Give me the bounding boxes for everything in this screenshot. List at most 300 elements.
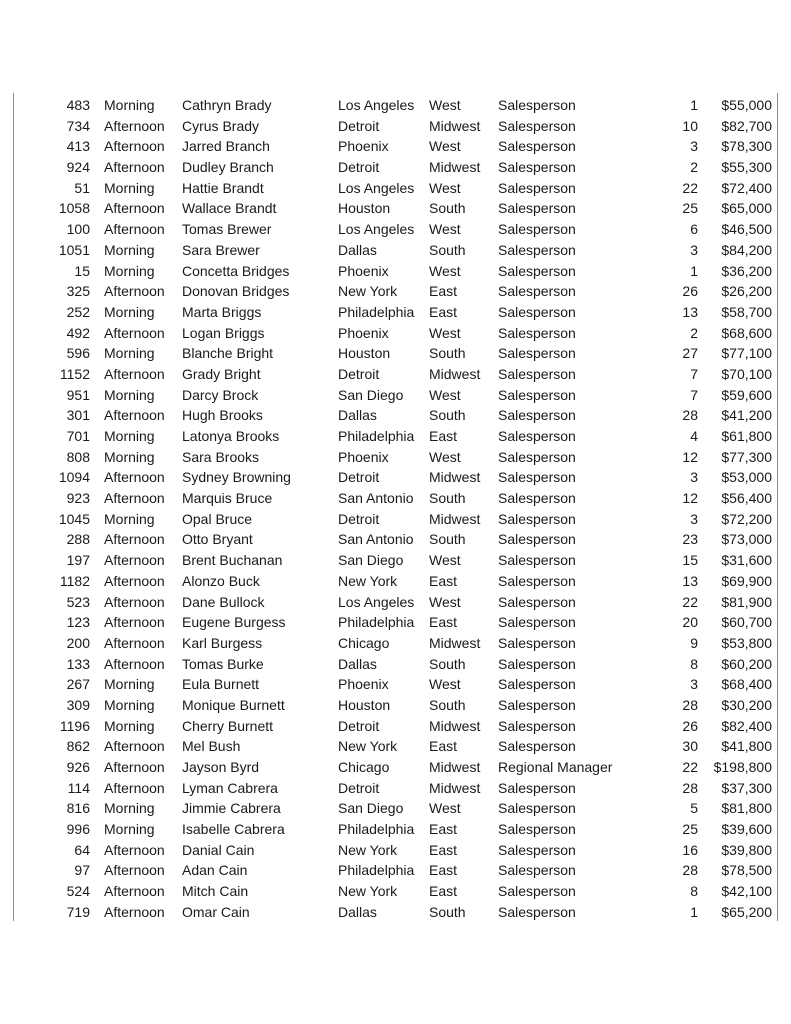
- employee-id-cell: 413: [66, 138, 90, 155]
- job-title-cell: Salesperson: [498, 779, 576, 796]
- employee-id-cell: 100: [66, 221, 90, 238]
- shift-cell: Morning: [104, 241, 155, 258]
- region-cell: West: [429, 262, 461, 279]
- region-cell: East: [429, 883, 458, 900]
- salary-cell: $59,600: [721, 386, 772, 403]
- shift-cell: Afternoon: [104, 655, 165, 672]
- job-title-cell: Salesperson: [498, 862, 576, 879]
- employee-id-cell: 926: [66, 759, 90, 775]
- salary-cell: $72,200: [721, 510, 772, 527]
- employee-name-cell: Concetta Bridges: [182, 262, 290, 279]
- city-cell: Phoenix: [338, 324, 389, 341]
- region-cell: East: [429, 572, 458, 589]
- city-cell: Houston: [338, 696, 391, 713]
- city-cell: Los Angeles: [338, 221, 415, 238]
- employee-name-cell: Dane Bullock: [182, 593, 265, 610]
- employee-id-cell: 309: [66, 696, 90, 713]
- region-cell: West: [429, 97, 461, 113]
- city-cell: San Diego: [338, 552, 404, 569]
- table-row: [13, 736, 777, 757]
- table-row: [13, 302, 777, 323]
- region-cell: South: [429, 531, 466, 548]
- city-cell: San Antonio: [338, 531, 414, 548]
- employee-name-cell: Wallace Brandt: [182, 200, 277, 217]
- shift-cell: Afternoon: [104, 903, 165, 920]
- employee-name-cell: Sydney Browning: [182, 469, 291, 486]
- salary-cell: $65,000: [721, 200, 772, 217]
- years-cell: 10: [682, 117, 698, 134]
- job-title-cell: Salesperson: [498, 428, 576, 444]
- years-cell: 28: [682, 779, 698, 796]
- employee-id-cell: 734: [66, 117, 90, 134]
- salary-cell: $56,400: [721, 490, 772, 507]
- region-cell: Midwest: [429, 759, 481, 775]
- shift-cell: Morning: [104, 696, 155, 713]
- table-row: [13, 281, 777, 302]
- employee-id-cell: 808: [66, 448, 90, 465]
- employee-id-cell: 1094: [58, 469, 90, 486]
- table-row: [13, 798, 777, 819]
- employee-id-cell: 483: [66, 97, 90, 113]
- region-cell: West: [429, 386, 461, 403]
- years-cell: 1: [690, 903, 698, 920]
- years-cell: 23: [682, 531, 698, 548]
- employee-name-cell: Danial Cain: [182, 841, 255, 858]
- employee-id-cell: 51: [74, 179, 90, 196]
- city-cell: New York: [338, 738, 398, 755]
- employee-id-cell: 123: [66, 614, 90, 631]
- employee-id-cell: 596: [66, 345, 90, 362]
- region-cell: East: [429, 283, 458, 300]
- salary-cell: $68,400: [721, 676, 772, 693]
- years-cell: 30: [682, 738, 698, 755]
- employee-id-cell: 267: [66, 676, 90, 693]
- job-title-cell: Salesperson: [498, 655, 576, 672]
- years-cell: 20: [682, 614, 698, 631]
- city-cell: New York: [338, 883, 398, 900]
- shift-cell: Morning: [104, 262, 155, 279]
- table-row: [13, 364, 777, 385]
- years-cell: 7: [690, 365, 698, 382]
- years-cell: 3: [690, 469, 698, 486]
- job-title-cell: Salesperson: [498, 676, 576, 693]
- salary-cell: $82,700: [721, 117, 772, 134]
- salary-cell: $39,600: [721, 821, 772, 838]
- job-title-cell: Salesperson: [498, 365, 576, 382]
- employee-id-cell: 1196: [59, 717, 90, 734]
- employee-name-cell: Otto Bryant: [182, 531, 253, 548]
- shift-cell: Afternoon: [104, 552, 165, 569]
- years-cell: 3: [690, 510, 698, 527]
- region-cell: South: [429, 345, 466, 362]
- employee-name-cell: Dudley Branch: [182, 159, 274, 176]
- salary-cell: $30,200: [721, 696, 772, 713]
- job-title-cell: Salesperson: [498, 717, 576, 734]
- salary-cell: $53,000: [721, 469, 772, 486]
- region-cell: East: [429, 738, 458, 755]
- employee-name-cell: Hugh Brooks: [182, 407, 263, 424]
- salary-cell: $77,300: [721, 448, 772, 465]
- city-cell: Philadelphia: [338, 821, 415, 838]
- employee-name-cell: Adan Cain: [182, 862, 248, 879]
- city-cell: New York: [338, 841, 398, 858]
- region-cell: Midwest: [429, 117, 481, 134]
- job-title-cell: Salesperson: [498, 903, 576, 920]
- city-cell: Chicago: [338, 634, 390, 651]
- shift-cell: Morning: [104, 510, 155, 527]
- years-cell: 12: [682, 490, 698, 507]
- right-border-line: [777, 93, 778, 921]
- shift-cell: Morning: [104, 345, 155, 362]
- table-row: [13, 198, 777, 219]
- city-cell: Phoenix: [338, 676, 389, 693]
- city-cell: Detroit: [338, 469, 380, 486]
- salary-cell: $42,100: [721, 883, 772, 900]
- table-row: [13, 592, 777, 613]
- spreadsheet-page: [13, 93, 777, 921]
- data-table: [13, 95, 777, 923]
- shift-cell: Afternoon: [104, 159, 165, 176]
- salary-cell: $72,400: [721, 179, 772, 196]
- years-cell: 8: [690, 655, 698, 672]
- job-title-cell: Salesperson: [498, 634, 576, 651]
- salary-cell: $58,700: [721, 303, 772, 320]
- employee-id-cell: 200: [66, 634, 90, 651]
- table-row: [13, 819, 777, 840]
- salary-cell: $60,700: [721, 614, 772, 631]
- employee-name-cell: Mel Bush: [182, 738, 241, 755]
- employee-name-cell: Grady Bright: [182, 365, 261, 382]
- table-row: [13, 467, 777, 488]
- region-cell: South: [429, 200, 466, 217]
- employee-id-cell: 816: [66, 800, 90, 817]
- job-title-cell: Salesperson: [498, 200, 576, 217]
- job-title-cell: Salesperson: [498, 283, 576, 300]
- employee-name-cell: Opal Bruce: [182, 510, 253, 527]
- years-cell: 2: [690, 324, 698, 341]
- salary-cell: $73,000: [721, 531, 772, 548]
- employee-name-cell: Marquis Bruce: [182, 490, 273, 507]
- shift-cell: Afternoon: [104, 365, 165, 382]
- salary-cell: $55,000: [721, 97, 772, 113]
- shift-cell: Afternoon: [104, 469, 165, 486]
- region-cell: Midwest: [429, 634, 481, 651]
- employee-id-cell: 951: [66, 386, 90, 403]
- shift-cell: Afternoon: [104, 779, 165, 796]
- region-cell: Midwest: [429, 510, 481, 527]
- job-title-cell: Salesperson: [498, 262, 576, 279]
- employee-name-cell: Donovan Bridges: [182, 283, 290, 300]
- salary-cell: $53,800: [721, 634, 772, 651]
- region-cell: West: [429, 324, 461, 341]
- region-cell: Midwest: [429, 717, 481, 734]
- years-cell: 6: [690, 221, 698, 238]
- region-cell: West: [429, 221, 461, 238]
- years-cell: 9: [690, 634, 698, 651]
- table-row: [13, 757, 777, 778]
- employee-name-cell: Brent Buchanan: [182, 552, 283, 569]
- shift-cell: Morning: [104, 97, 155, 113]
- salary-cell: $65,200: [721, 903, 772, 920]
- employee-name-cell: Blanche Bright: [182, 345, 274, 362]
- salary-cell: $78,500: [721, 862, 772, 879]
- employee-id-cell: 524: [66, 883, 90, 900]
- region-cell: Midwest: [429, 779, 481, 796]
- city-cell: San Antonio: [338, 490, 414, 507]
- employee-name-cell: Eugene Burgess: [182, 614, 286, 631]
- region-cell: South: [429, 696, 466, 713]
- region-cell: West: [429, 179, 461, 196]
- shift-cell: Afternoon: [104, 221, 165, 238]
- years-cell: 3: [690, 138, 698, 155]
- job-title-cell: Salesperson: [498, 386, 576, 403]
- salary-cell: $55,300: [721, 159, 772, 176]
- table-row: [13, 840, 777, 861]
- employee-id-cell: 719: [66, 903, 90, 920]
- table-row: [13, 178, 777, 199]
- table-row: [13, 323, 777, 344]
- job-title-cell: Salesperson: [498, 324, 576, 341]
- shift-cell: Afternoon: [104, 862, 165, 879]
- salary-cell: $82,400: [721, 717, 772, 734]
- employee-id-cell: 996: [66, 821, 90, 838]
- years-cell: 25: [682, 821, 698, 838]
- employee-name-cell: Latonya Brooks: [182, 428, 280, 444]
- shift-cell: Morning: [104, 448, 155, 465]
- city-cell: Houston: [338, 200, 391, 217]
- employee-id-cell: 1045: [58, 510, 90, 527]
- region-cell: South: [429, 903, 466, 920]
- shift-cell: Morning: [104, 179, 155, 196]
- employee-name-cell: Cathryn Brady: [182, 97, 272, 113]
- job-title-cell: Salesperson: [498, 221, 576, 238]
- employee-id-cell: 1182: [59, 572, 90, 589]
- employee-id-cell: 325: [66, 283, 90, 300]
- salary-cell: $81,800: [721, 800, 772, 817]
- city-cell: Dallas: [338, 241, 377, 258]
- job-title-cell: Salesperson: [498, 510, 576, 527]
- years-cell: 3: [690, 676, 698, 693]
- years-cell: 28: [682, 696, 698, 713]
- salary-cell: $77,100: [721, 345, 772, 362]
- employee-id-cell: 492: [66, 324, 90, 341]
- table-row: [13, 633, 777, 654]
- region-cell: East: [429, 821, 458, 838]
- job-title-cell: Salesperson: [498, 614, 576, 631]
- region-cell: West: [429, 593, 461, 610]
- city-cell: Chicago: [338, 759, 390, 775]
- job-title-cell: Salesperson: [498, 821, 576, 838]
- employee-name-cell: Logan Briggs: [182, 324, 265, 341]
- region-cell: Midwest: [429, 365, 481, 382]
- job-title-cell: Salesperson: [498, 552, 576, 569]
- city-cell: Los Angeles: [338, 593, 415, 610]
- job-title-cell: Salesperson: [498, 469, 576, 486]
- city-cell: Philadelphia: [338, 428, 415, 444]
- city-cell: San Diego: [338, 800, 404, 817]
- years-cell: 26: [682, 283, 698, 300]
- years-cell: 3: [690, 241, 698, 258]
- employee-id-cell: 862: [66, 738, 90, 755]
- job-title-cell: Salesperson: [498, 738, 576, 755]
- table-row: [13, 219, 777, 240]
- years-cell: 26: [682, 717, 698, 734]
- employee-name-cell: Eula Burnett: [182, 676, 260, 693]
- job-title-cell: Salesperson: [498, 345, 576, 362]
- employee-name-cell: Sara Brewer: [182, 241, 260, 258]
- job-title-cell: Salesperson: [498, 800, 576, 817]
- region-cell: South: [429, 655, 466, 672]
- region-cell: West: [429, 676, 461, 693]
- table-row: [13, 550, 777, 571]
- job-title-cell: Salesperson: [498, 138, 576, 155]
- shift-cell: Afternoon: [104, 593, 165, 610]
- job-title-cell: Salesperson: [498, 179, 576, 196]
- employee-name-cell: Monique Burnett: [182, 696, 285, 713]
- employee-id-cell: 1058: [58, 200, 90, 217]
- region-cell: South: [429, 490, 466, 507]
- shift-cell: Afternoon: [104, 841, 165, 858]
- employee-name-cell: Jayson Byrd: [182, 759, 260, 775]
- years-cell: 5: [690, 800, 698, 817]
- employee-id-cell: 301: [66, 407, 90, 424]
- table-row: [13, 385, 777, 406]
- job-title-cell: Regional Manager: [498, 759, 613, 775]
- region-cell: Midwest: [429, 159, 481, 176]
- shift-cell: Afternoon: [104, 490, 165, 507]
- shift-cell: Morning: [104, 428, 155, 444]
- city-cell: Philadelphia: [338, 614, 415, 631]
- city-cell: Detroit: [338, 510, 380, 527]
- employee-id-cell: 114: [67, 779, 90, 796]
- city-cell: Dallas: [338, 407, 377, 424]
- employee-id-cell: 923: [66, 490, 90, 507]
- shift-cell: Afternoon: [104, 283, 165, 300]
- table-row: [13, 716, 777, 737]
- employee-name-cell: Mitch Cain: [182, 883, 249, 900]
- employee-name-cell: Tomas Burke: [182, 655, 264, 672]
- job-title-cell: Salesperson: [498, 97, 576, 113]
- employee-name-cell: Alonzo Buck: [182, 572, 260, 589]
- employee-id-cell: 97: [74, 862, 90, 879]
- job-title-cell: Salesperson: [498, 531, 576, 548]
- employee-name-cell: Cherry Burnett: [182, 717, 274, 734]
- table-row: [13, 902, 777, 923]
- years-cell: 22: [682, 593, 698, 610]
- salary-cell: $81,900: [721, 593, 772, 610]
- shift-cell: Afternoon: [104, 531, 165, 548]
- salary-cell: $84,200: [721, 241, 772, 258]
- years-cell: 13: [682, 303, 698, 320]
- employee-id-cell: 133: [66, 655, 90, 672]
- years-cell: 28: [682, 862, 698, 879]
- salary-cell: $60,200: [721, 655, 772, 672]
- table-row: [13, 881, 777, 902]
- shift-cell: Afternoon: [104, 738, 165, 755]
- employee-id-cell: 252: [66, 303, 90, 320]
- city-cell: New York: [338, 283, 398, 300]
- years-cell: 12: [682, 448, 698, 465]
- job-title-cell: Salesperson: [498, 572, 576, 589]
- table-row: [13, 447, 777, 468]
- city-cell: Phoenix: [338, 448, 389, 465]
- city-cell: Detroit: [338, 717, 380, 734]
- shift-cell: Morning: [104, 717, 155, 734]
- employee-name-cell: Tomas Brewer: [182, 221, 272, 238]
- job-title-cell: Salesperson: [498, 593, 576, 610]
- shift-cell: Afternoon: [104, 407, 165, 424]
- city-cell: Philadelphia: [338, 862, 415, 879]
- shift-cell: Afternoon: [104, 883, 165, 900]
- region-cell: South: [429, 407, 466, 424]
- employee-name-cell: Darcy Brock: [182, 386, 259, 403]
- salary-cell: $41,800: [721, 738, 772, 755]
- salary-cell: $37,300: [721, 779, 772, 796]
- city-cell: Dallas: [338, 903, 377, 920]
- city-cell: Phoenix: [338, 138, 389, 155]
- employee-id-cell: 197: [66, 552, 90, 569]
- region-cell: West: [429, 800, 461, 817]
- shift-cell: Morning: [104, 676, 155, 693]
- years-cell: 2: [690, 159, 698, 176]
- shift-cell: Afternoon: [104, 138, 165, 155]
- job-title-cell: Salesperson: [498, 841, 576, 858]
- table-row: [13, 136, 777, 157]
- salary-cell: $69,900: [721, 572, 772, 589]
- years-cell: 4: [690, 428, 698, 444]
- region-cell: East: [429, 841, 458, 858]
- employee-name-cell: Omar Cain: [182, 903, 250, 920]
- employee-id-cell: 288: [66, 531, 90, 548]
- employee-id-cell: 701: [66, 428, 90, 444]
- employee-id-cell: 523: [66, 593, 90, 610]
- city-cell: Los Angeles: [338, 97, 415, 113]
- salary-cell: $70,100: [721, 365, 772, 382]
- region-cell: West: [429, 138, 461, 155]
- years-cell: 15: [682, 552, 698, 569]
- years-cell: 1: [690, 262, 698, 279]
- region-cell: West: [429, 552, 461, 569]
- salary-cell: $78,300: [721, 138, 772, 155]
- years-cell: 7: [690, 386, 698, 403]
- shift-cell: Afternoon: [104, 634, 165, 651]
- table-row: [13, 261, 777, 282]
- shift-cell: Morning: [104, 386, 155, 403]
- city-cell: Detroit: [338, 365, 380, 382]
- employee-name-cell: Isabelle Cabrera: [182, 821, 285, 838]
- job-title-cell: Salesperson: [498, 303, 576, 320]
- city-cell: Philadelphia: [338, 303, 415, 320]
- table-row: [13, 654, 777, 675]
- job-title-cell: Salesperson: [498, 696, 576, 713]
- employee-id-cell: 64: [74, 841, 90, 858]
- table-row: [13, 426, 777, 447]
- job-title-cell: Salesperson: [498, 117, 576, 134]
- salary-cell: $26,200: [721, 283, 772, 300]
- city-cell: Detroit: [338, 117, 380, 134]
- region-cell: East: [429, 428, 458, 444]
- table-row: [13, 488, 777, 509]
- table-row: [13, 95, 777, 116]
- years-cell: 28: [682, 407, 698, 424]
- city-cell: Detroit: [338, 779, 380, 796]
- employee-name-cell: Karl Burgess: [182, 634, 263, 651]
- region-cell: East: [429, 614, 458, 631]
- shift-cell: Morning: [104, 303, 155, 320]
- table-row: [13, 860, 777, 881]
- city-cell: Los Angeles: [338, 179, 415, 196]
- salary-cell: $41,200: [721, 407, 772, 424]
